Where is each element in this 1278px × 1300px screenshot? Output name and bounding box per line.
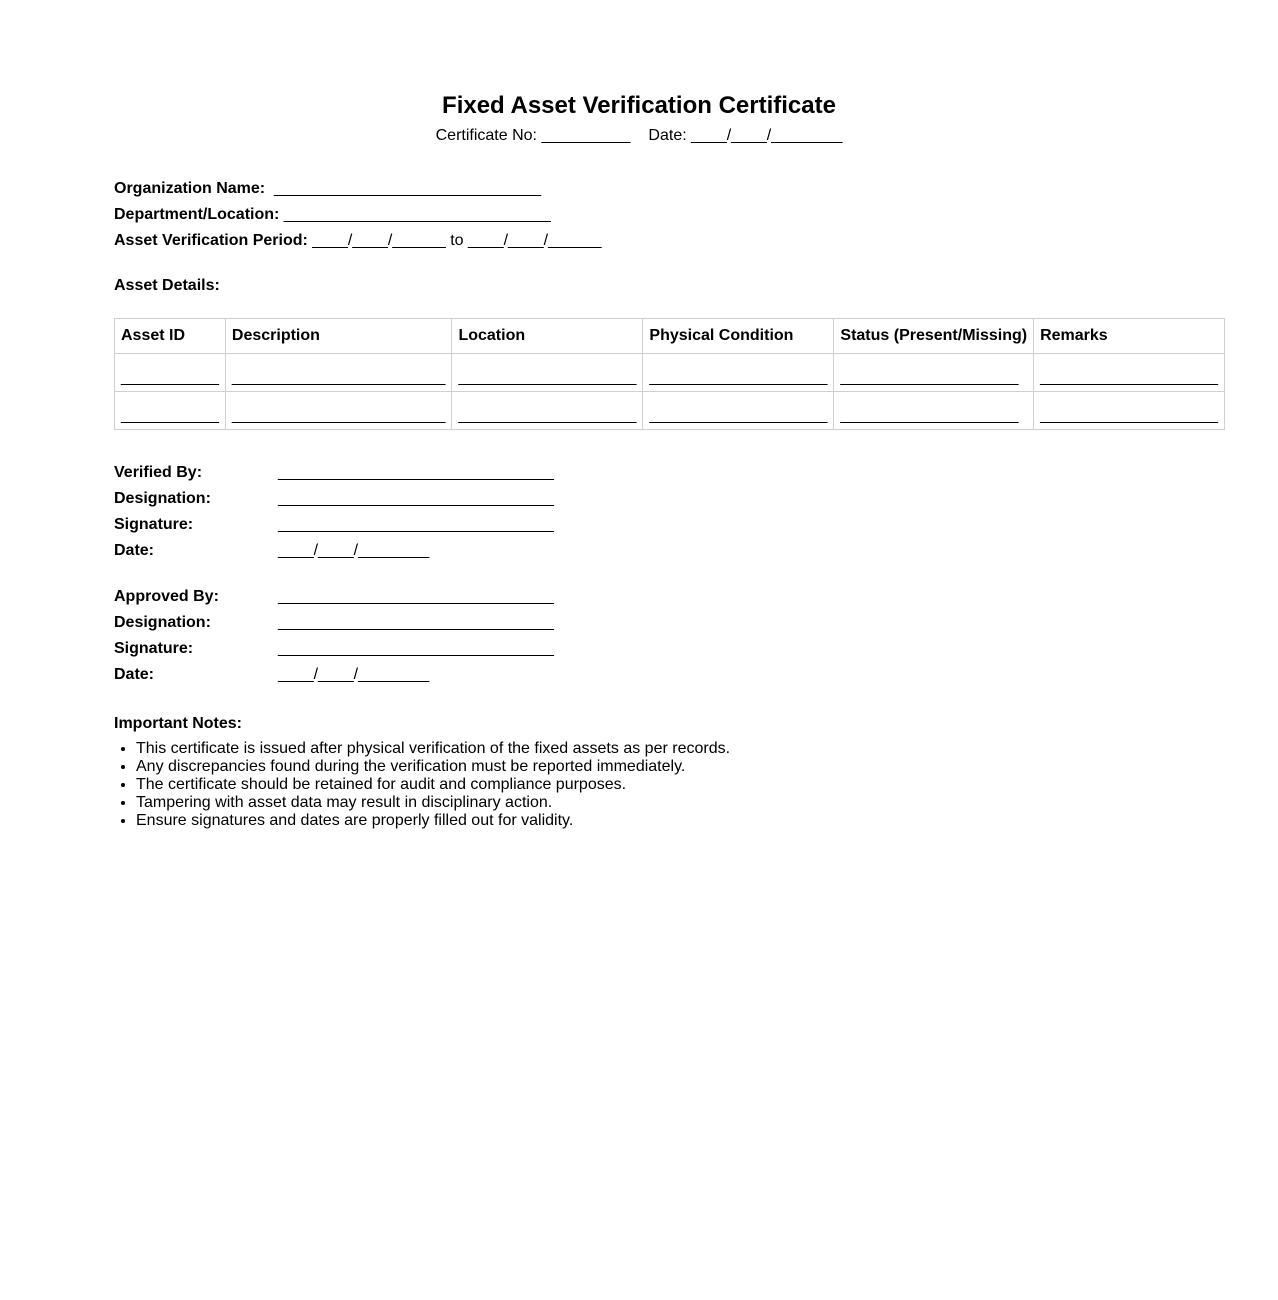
certificate-no-label: Certificate No: <box>435 127 537 144</box>
approved-designation-field[interactable]: _______________________________ <box>278 614 554 631</box>
period-to-field[interactable]: ____/____/______ <box>468 232 602 249</box>
approved-date-field[interactable]: ____/____/________ <box>278 666 430 683</box>
period-from-field[interactable]: ____/____/______ <box>312 232 446 249</box>
blank-line: ____________________ <box>649 369 828 386</box>
org-name-row <box>114 176 1164 202</box>
blank-line: ___________ <box>121 407 219 424</box>
blank-line: ____________________ <box>1040 407 1219 424</box>
certificate-date-label: Date: <box>648 127 687 144</box>
department-field[interactable]: ______________________________ <box>283 206 551 223</box>
verified-designation-row <box>114 486 1164 512</box>
table-cell[interactable] <box>643 354 834 392</box>
list-item: • Tampering with asset data may result in disciplinary action. <box>136 794 1164 812</box>
important-notes-list <box>114 740 1164 830</box>
asset-details-label: Asset Details: <box>114 277 220 294</box>
table-cell[interactable] <box>225 354 452 392</box>
table-row <box>115 354 1225 392</box>
approved-designation-label: Designation: <box>114 614 211 631</box>
blank-line: ________________________ <box>231 407 446 424</box>
certificate-page <box>114 90 1219 830</box>
approved-signature-row <box>114 636 1164 662</box>
table-cell[interactable] <box>225 392 452 430</box>
table-cell[interactable] <box>452 392 643 430</box>
approved-by-row <box>114 584 1164 610</box>
verified-by-row <box>114 460 1164 486</box>
department-row <box>114 202 1164 228</box>
column-header-remarks: Remarks <box>1034 319 1225 354</box>
blank-line: ____________________ <box>840 407 1019 424</box>
page-title: Fixed Asset Verification Certificate <box>442 92 836 119</box>
verified-signature-row <box>114 512 1164 538</box>
verified-by-label: Verified By: <box>114 464 203 481</box>
period-to-word: to <box>450 232 464 249</box>
verified-date-row <box>114 538 1164 564</box>
approved-by-field[interactable]: _______________________________ <box>278 588 554 605</box>
table-cell[interactable] <box>452 354 643 392</box>
org-name-field[interactable]: ______________________________ <box>274 180 541 197</box>
column-header-asset-id: Asset ID <box>115 319 226 354</box>
list-item: • The certificate should be retained for audit and compliance purposes. <box>136 776 1164 794</box>
verified-signature-label: Signature: <box>114 516 194 533</box>
list-item: • Any discrepancies found during the verification must be reported immediately. <box>136 758 1164 776</box>
approved-date-row <box>114 662 1164 688</box>
table-cell[interactable] <box>115 354 226 392</box>
verified-designation-field[interactable]: _______________________________ <box>278 490 554 507</box>
table-cell[interactable] <box>834 392 1034 430</box>
approved-signature-label: Signature: <box>114 640 194 657</box>
verification-period-row <box>114 228 1164 254</box>
approved-signature-field[interactable]: _______________________________ <box>278 640 554 657</box>
verified-date-field[interactable]: ____/____/________ <box>278 542 430 559</box>
approved-date-label: Date: <box>114 666 155 683</box>
blank-line: ____________________ <box>458 407 637 424</box>
list-item: • This certificate is issued after physical verification of the fixed assets as per records. <box>136 740 1164 758</box>
approved-by-label: Approved By: <box>114 588 219 605</box>
blank-line: ________________________ <box>231 369 446 386</box>
approved-designation-row <box>114 610 1164 636</box>
column-header-location: Location <box>452 319 643 354</box>
table-cell[interactable] <box>643 392 834 430</box>
blank-line: ____________________ <box>840 369 1019 386</box>
approved-by-block <box>114 584 1164 688</box>
table-cell[interactable] <box>1034 392 1225 430</box>
blank-line: ___________ <box>121 369 219 386</box>
org-name-label: Organization Name: <box>114 180 266 197</box>
column-header-description: Description <box>225 319 452 354</box>
verified-by-field[interactable]: _______________________________ <box>278 464 554 481</box>
organization-block <box>114 176 1164 254</box>
department-label: Department/Location: <box>114 206 280 223</box>
certificate-header-line <box>114 124 1164 148</box>
table-cell[interactable] <box>834 354 1034 392</box>
verified-designation-label: Designation: <box>114 490 211 507</box>
blank-line: ____________________ <box>1040 369 1219 386</box>
asset-table <box>114 318 1225 430</box>
column-header-status: Status (Present/Missing) <box>834 319 1034 354</box>
list-item: • Ensure signatures and dates are properly filled out for validity. <box>136 812 1164 830</box>
table-cell[interactable] <box>1034 354 1225 392</box>
table-row <box>115 392 1225 430</box>
blank-line: ____________________ <box>458 369 637 386</box>
certificate-no-field[interactable]: __________ <box>541 127 631 144</box>
verified-signature-field[interactable]: _______________________________ <box>278 516 554 533</box>
table-cell[interactable] <box>115 392 226 430</box>
blank-line: ____________________ <box>649 407 828 424</box>
verified-date-label: Date: <box>114 542 155 559</box>
verified-by-block <box>114 460 1164 564</box>
certificate-date-field[interactable]: ____/____/________ <box>691 127 843 144</box>
table-header-row <box>115 319 1225 354</box>
column-header-physical-condition: Physical Condition <box>643 319 834 354</box>
important-notes-title: Important Notes: <box>114 715 242 732</box>
verification-period-label: Asset Verification Period: <box>114 232 308 249</box>
